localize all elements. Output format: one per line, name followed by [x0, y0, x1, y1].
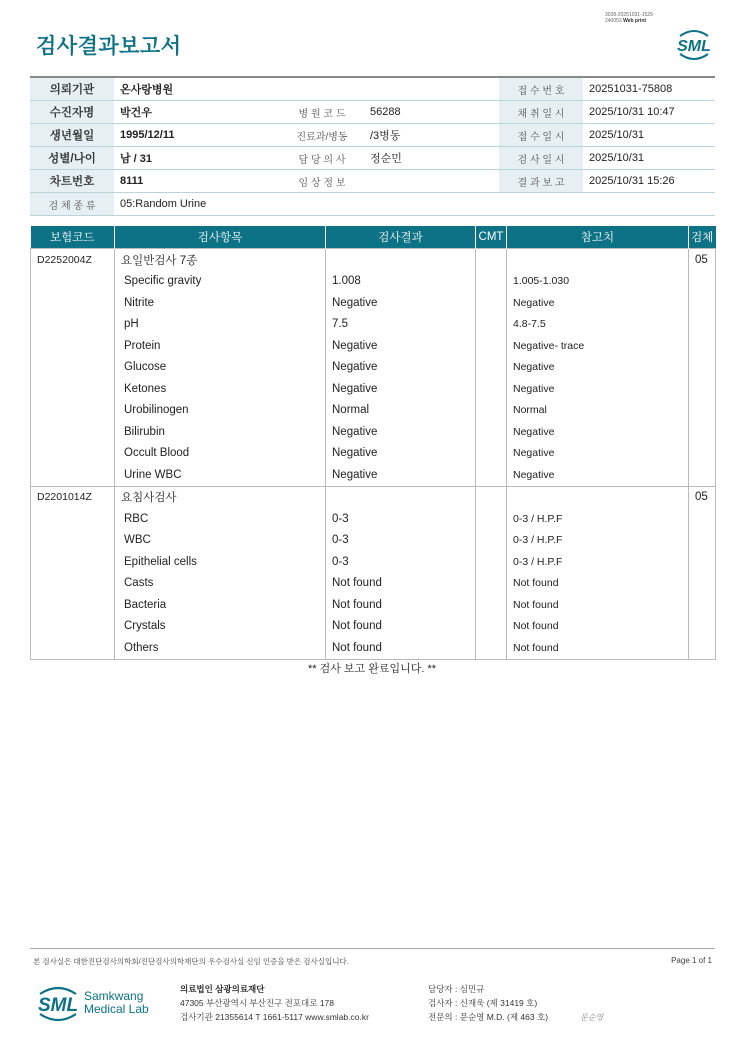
- cmt-cell: [476, 464, 507, 486]
- cmt-cell: [476, 314, 507, 336]
- test-group-row: [31, 249, 716, 271]
- code-cell: [31, 551, 115, 573]
- results-header-row: [31, 226, 716, 249]
- specimen-code: 05: [689, 486, 716, 508]
- reference-range: 0-3 / H.P.F: [507, 530, 689, 552]
- result-cell: [326, 486, 476, 508]
- footer-logo-sml: SML: [37, 995, 79, 1016]
- test-item-row: [31, 357, 716, 379]
- specimen-cell: [689, 594, 716, 616]
- info-label: 수진자명: [30, 101, 114, 124]
- test-item-row: [31, 530, 716, 552]
- test-result: Not found: [326, 616, 476, 638]
- ref-cell: [507, 249, 689, 271]
- staff-info: [428, 982, 548, 1024]
- sml-logo-text: SML: [677, 38, 711, 55]
- test-result: 7.5: [326, 314, 476, 336]
- test-item-row: [31, 443, 716, 465]
- specimen-value: 05:Random Urine: [114, 193, 715, 216]
- page-title: 검사결과보고서: [36, 35, 182, 58]
- code-cell: [31, 292, 115, 314]
- info-label: 성별/나이: [30, 147, 114, 170]
- info-value: 온사랑병원: [114, 77, 280, 101]
- test-item-row: [31, 594, 716, 616]
- info-label: [280, 77, 364, 101]
- test-item-row: [31, 378, 716, 400]
- col-header-item: 검사항목: [115, 226, 326, 249]
- specimen-label: 검 체 종 류: [30, 193, 114, 216]
- info-value: 2025/10/31 10:47: [583, 101, 715, 124]
- info-label: 생년월일: [30, 124, 114, 147]
- code-cell: [31, 530, 115, 552]
- org-contact: 검사기관 21355614 T 1661-5117 www.smlab.co.kr: [180, 1012, 369, 1022]
- test-item-row: [31, 637, 716, 659]
- footer-logo-name1: Samkwang: [84, 989, 144, 1003]
- test-item-name: Occult Blood: [115, 443, 326, 465]
- code-cell: [31, 573, 115, 595]
- code-cell: [31, 464, 115, 486]
- print-code-line1: 3038-20251031-1529: [605, 12, 653, 18]
- specimen-cell: [689, 314, 716, 336]
- specimen-code: 05: [689, 249, 716, 271]
- test-item-row: [31, 335, 716, 357]
- info-label: 임 상 정 보: [280, 170, 364, 193]
- test-group-name: 요침사검사: [115, 486, 326, 508]
- info-label: 접 수 번 호: [499, 77, 583, 101]
- test-result: Normal: [326, 400, 476, 422]
- cmt-cell: [476, 357, 507, 379]
- footer-logo-icon: [36, 982, 82, 1026]
- info-label: 병 원 코 드: [280, 101, 364, 124]
- info-label: 결 과 보 고: [499, 170, 583, 193]
- cmt-cell: [476, 573, 507, 595]
- reference-range: 0-3 / H.P.F: [507, 508, 689, 530]
- reference-range: Not found: [507, 594, 689, 616]
- info-label: 진료과/병동: [280, 124, 364, 147]
- info-value: 2025/10/31 15:26: [583, 170, 715, 193]
- reference-range: Not found: [507, 573, 689, 595]
- test-item-name: Bilirubin: [115, 421, 326, 443]
- test-item-row: [31, 292, 716, 314]
- print-code: [605, 12, 685, 24]
- code-cell: [31, 400, 115, 422]
- test-item-name: Epithelial cells: [115, 551, 326, 573]
- test-result: Negative: [326, 378, 476, 400]
- footer-divider: [30, 948, 715, 949]
- col-header-code: 보험코드: [31, 226, 115, 249]
- specimen-cell: [689, 573, 716, 595]
- info-value: 정순민: [364, 147, 499, 170]
- cmt-cell: [476, 616, 507, 638]
- info-row: [30, 170, 715, 193]
- specimen-cell: [689, 378, 716, 400]
- test-item-name: Protein: [115, 335, 326, 357]
- footer-logo: [36, 982, 166, 1026]
- specimen-cell: [689, 400, 716, 422]
- staff-value: 문순영 M.D. (제 463 호): [459, 1012, 549, 1022]
- test-item-name: Others: [115, 637, 326, 659]
- test-group-row: [31, 486, 716, 508]
- specimen-cell: [689, 464, 716, 486]
- reference-range: Negative: [507, 378, 689, 400]
- specimen-cell: [689, 271, 716, 293]
- test-result: Not found: [326, 637, 476, 659]
- page-number: Page 1 of 1: [671, 956, 712, 965]
- info-label: 검 사 일 시: [499, 147, 583, 170]
- cmt-cell: [476, 551, 507, 573]
- test-result: Negative: [326, 443, 476, 465]
- test-result: Not found: [326, 573, 476, 595]
- patient-info-table: [30, 76, 715, 216]
- test-item-name: Nitrite: [115, 292, 326, 314]
- col-header-specimen: 검체: [689, 226, 716, 249]
- specimen-cell: [689, 508, 716, 530]
- test-result: Negative: [326, 292, 476, 314]
- info-value: [364, 170, 499, 193]
- staff-value: 심민규: [459, 984, 485, 994]
- print-code-line2: 240053: [605, 18, 622, 24]
- code-cell: [31, 378, 115, 400]
- col-header-cmt: CMT: [476, 226, 507, 249]
- info-row: [30, 124, 715, 147]
- cmt-cell: [476, 292, 507, 314]
- reference-range: Negative- trace: [507, 335, 689, 357]
- info-label: 채 취 일 시: [499, 101, 583, 124]
- reference-range: Negative: [507, 464, 689, 486]
- info-row: [30, 77, 715, 101]
- test-result: 0-3: [326, 508, 476, 530]
- staff-value: 신재욱 (제 31419 호): [459, 998, 538, 1008]
- reference-range: 1.005-1.030: [507, 271, 689, 293]
- test-item-name: Casts: [115, 573, 326, 595]
- cmt-cell: [476, 271, 507, 293]
- test-group-name: 요일반검사 7종: [115, 249, 326, 271]
- staff-label: 전문의 :: [428, 1012, 458, 1022]
- test-result: Negative: [326, 357, 476, 379]
- test-item-row: [31, 464, 716, 486]
- specimen-cell: [689, 292, 716, 314]
- code-cell: [31, 335, 115, 357]
- test-item-row: [31, 508, 716, 530]
- reference-range: Negative: [507, 443, 689, 465]
- reference-range: Not found: [507, 637, 689, 659]
- test-item-name: Bacteria: [115, 594, 326, 616]
- org-name: 의료법인 삼광의료재단: [180, 984, 265, 994]
- test-item-name: Ketones: [115, 378, 326, 400]
- info-label: 차트번호: [30, 170, 114, 193]
- info-label: 담 당 의 사: [280, 147, 364, 170]
- test-item-name: Urine WBC: [115, 464, 326, 486]
- info-row: [30, 147, 715, 170]
- org-address: 47305 부산광역시 부산진구 전포대로 178: [180, 998, 335, 1008]
- sml-logo-icon: [670, 24, 718, 64]
- info-value: 박건우: [114, 101, 280, 124]
- cmt-cell: [476, 443, 507, 465]
- test-result: Negative: [326, 421, 476, 443]
- reference-range: Negative: [507, 421, 689, 443]
- info-value: 남 / 31: [114, 147, 280, 170]
- test-item-row: [31, 573, 716, 595]
- certification-note: 본 검사실은 대한진단검사의학회/진단검사의학재단의 우수검사실 신임 인증을 받은 검사실입니다.: [33, 957, 349, 966]
- info-label: 접 수 일 시: [499, 124, 583, 147]
- cmt-cell: [476, 249, 507, 271]
- test-item-row: [31, 551, 716, 573]
- specimen-cell: [689, 551, 716, 573]
- code-cell: [31, 314, 115, 336]
- test-item-name: Glucose: [115, 357, 326, 379]
- info-value: 8111: [114, 170, 280, 193]
- cmt-cell: [476, 530, 507, 552]
- staff-label: 담당자 :: [428, 984, 458, 994]
- footer-logo-name2: Medical Lab: [84, 1002, 149, 1016]
- cmt-cell: [476, 378, 507, 400]
- specimen-cell: [689, 637, 716, 659]
- ref-cell: [507, 486, 689, 508]
- info-value: 56288: [364, 101, 499, 124]
- info-label: 의뢰기관: [30, 77, 114, 101]
- org-info: [180, 982, 369, 1024]
- test-result: 0-3: [326, 530, 476, 552]
- cmt-cell: [476, 508, 507, 530]
- reference-range: Negative: [507, 357, 689, 379]
- report-complete-text: ** 검사 보고 완료입니다. **: [307, 663, 437, 675]
- cmt-cell: [476, 400, 507, 422]
- test-result: 0-3: [326, 551, 476, 573]
- test-item-name: Specific gravity: [115, 271, 326, 293]
- cmt-cell: [476, 335, 507, 357]
- test-item-name: Urobilinogen: [115, 400, 326, 422]
- code-cell: [31, 616, 115, 638]
- test-item-name: WBC: [115, 530, 326, 552]
- info-value: 1995/12/11: [114, 124, 280, 147]
- info-row: [30, 101, 715, 124]
- test-result: Negative: [326, 335, 476, 357]
- specimen-cell: [689, 530, 716, 552]
- info-value: /3병동: [364, 124, 499, 147]
- code-cell: [31, 508, 115, 530]
- web-print-label: Web print: [623, 18, 647, 24]
- test-item-row: [31, 400, 716, 422]
- specimen-cell: [689, 421, 716, 443]
- test-result: Not found: [326, 594, 476, 616]
- reference-range: 0-3 / H.P.F: [507, 551, 689, 573]
- test-result: Negative: [326, 464, 476, 486]
- test-item-row: [31, 616, 716, 638]
- code-cell: [31, 271, 115, 293]
- col-header-result: 검사결과: [326, 226, 476, 249]
- code-cell: [31, 421, 115, 443]
- test-item-row: [31, 271, 716, 293]
- test-item-row: [31, 314, 716, 336]
- specimen-row: [30, 193, 715, 216]
- results-table: [30, 226, 716, 660]
- result-cell: [326, 249, 476, 271]
- signature: 문순영: [580, 1013, 604, 1022]
- specimen-cell: [689, 335, 716, 357]
- reference-range: Negative: [507, 292, 689, 314]
- code-cell: [31, 594, 115, 616]
- insurance-code: D2201014Z: [31, 486, 115, 508]
- cmt-cell: [476, 594, 507, 616]
- test-result: 1.008: [326, 271, 476, 293]
- specimen-cell: [689, 616, 716, 638]
- test-item-name: pH: [115, 314, 326, 336]
- cmt-cell: [476, 421, 507, 443]
- reference-range: Normal: [507, 400, 689, 422]
- info-value: 2025/10/31: [583, 147, 715, 170]
- info-value: 2025/10/31: [583, 124, 715, 147]
- code-cell: [31, 357, 115, 379]
- col-header-ref: 참고치: [507, 226, 689, 249]
- info-value: 20251031-75808: [583, 77, 715, 101]
- code-cell: [31, 443, 115, 465]
- test-item-name: RBC: [115, 508, 326, 530]
- specimen-cell: [689, 357, 716, 379]
- code-cell: [31, 637, 115, 659]
- test-item-name: Crystals: [115, 616, 326, 638]
- cmt-cell: [476, 637, 507, 659]
- reference-range: Not found: [507, 616, 689, 638]
- reference-range: 4.8-7.5: [507, 314, 689, 336]
- insurance-code: D2252004Z: [31, 249, 115, 271]
- specimen-cell: [689, 443, 716, 465]
- sml-logo: [670, 24, 718, 64]
- cmt-cell: [476, 486, 507, 508]
- info-value: [364, 77, 499, 101]
- test-item-row: [31, 421, 716, 443]
- staff-label: 검사자 :: [428, 998, 458, 1008]
